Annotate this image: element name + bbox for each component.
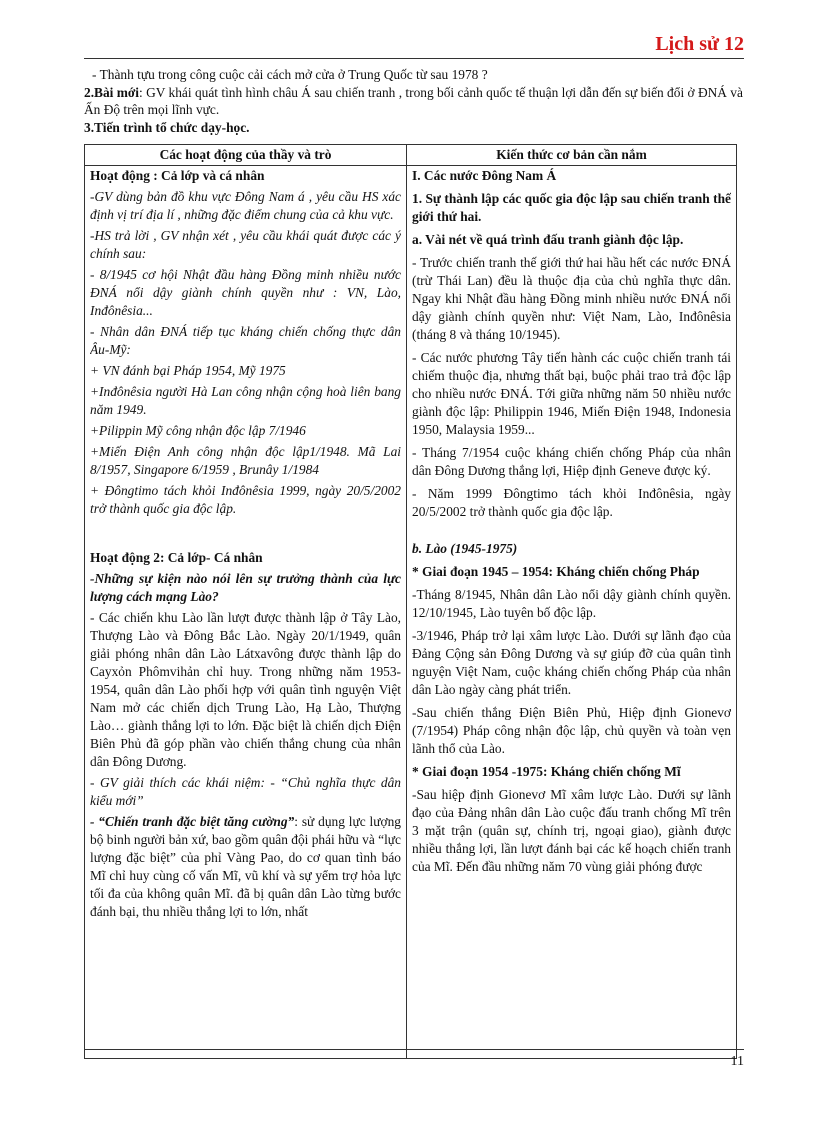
section-b-title: b. Lào (1945-1975) [412, 541, 518, 556]
activity-1-p4: - Nhân dân ĐNÁ tiếp tục kháng chiến chống thực dân Âu-Mỹ: [90, 324, 401, 357]
footer-rule [84, 1049, 744, 1050]
header-rule [84, 58, 744, 59]
activity-1-p6: +Inđônêsia người Hà Lan công nhận cộng hoà liên bang năm 1949. [90, 384, 401, 417]
page-number: 11 [730, 1054, 744, 1069]
section-1a-title: a. Vài nét về quá trình đấu tranh giành độc lập. [412, 232, 684, 247]
spacer [412, 526, 731, 540]
knowledge-p6: -3/1946, Pháp trở lại xâm lược Lào. Dưới sự lãnh đạo của Đảng Cộng sản Đông Dương và sự giúp đỡ của quân tình nguyện Việt Nam, cuộc kháng chiến chống Pháp của nhân dân Lào ngày càng phát triển. [412, 628, 731, 697]
section-1-subtitle: 1. Sự thành lập các quốc gia độc lập sau chiến tranh thế giới thứ hai. [412, 191, 731, 224]
header-activities: Các hoạt động của thầy và trò [85, 145, 407, 166]
activity-2-title: Hoạt động 2: Cả lớp- Cá nhân [90, 550, 263, 565]
knowledge-p7: -Sau chiến thắng Điện Biên Phủ, Hiệp định Gionevơ (7/1954) Pháp công nhận độc lập, chủ quyền và toàn vẹn lãnh thổ của Lào. [412, 705, 731, 756]
intro-line-2 [84, 84, 744, 119]
phase-2-title: * Giai đoạn 1954 -1975: Kháng chiến chống Mĩ [412, 764, 681, 779]
activity-1-p7: +Pilippin Mỹ công nhận độc lập 7/1946 [90, 423, 306, 438]
intro-line-3: 3.Tiến trình tổ chức dạy-học. [84, 119, 250, 135]
knowledge-cell [407, 166, 737, 1059]
activity-1-p5: + VN đánh bại Pháp 1954, Mỹ 1975 [90, 363, 286, 378]
intro-line-1: - Thành tựu trong công cuộc cải cách mở cửa ở Trung Quốc từ sau 1978 ? [92, 67, 488, 82]
intro-section [84, 66, 744, 136]
intro-line-2-text: : GV khái quát tình hình châu Á sau chiến tranh , trong bối cảnh quốc tế thuận lợi dẫn đến sự biến đổi ở ĐNÁ và Ấn Độ trên mọi lĩnh vực. [84, 84, 743, 117]
activity-2-p3-text: : sử dụng lực lượng bộ binh người bản xứ, bao gồm quân đội phái hữu và “lực lượng đặc biệt” của phỉ Vàng Pao, do cơ quan tình báo Mĩ chỉ huy cùng cố vấn Mĩ, vũ khí và sự yểm trợ hỏa lực tối đa của không quân Mĩ. đã bị quân dân Lào từng bước đánh bại, thu nhiều thắng lợi to lớn, nhất [90, 814, 401, 919]
activity-1-p2: -HS trả lời , GV nhận xét , yêu cầu khái quát được các ý chính sau: [90, 228, 401, 261]
activity-1-title: Hoạt động : Cả lớp và cá nhân [90, 168, 265, 183]
table-content-row [85, 166, 737, 1059]
knowledge-p2: - Các nước phương Tây tiến hành các cuộc chiến tranh tái chiếm thuộc địa, nhưng thất bại, buộc phải trao trả độc lập cho nhiều nước ĐNÁ. Tới giữa những năm 50 nhiều nước giành độc lập: Philippin 1946, Miến Điện 1948, Indonesia 1950, Malaysia 1959... [412, 350, 731, 437]
knowledge-p3: - Tháng 7/1954 cuộc kháng chiến chống Pháp của nhân dân Đông Dương thắng lợi, Hiệp định Geneve được ký. [412, 445, 731, 478]
section-1-title: I. Các nước Đông Nam Á [412, 168, 557, 183]
activity-2-p3 [90, 813, 401, 921]
knowledge-p5: -Tháng 8/1945, Nhân dân Lào nổi dậy giành chính quyền. 12/10/1945, Lào tuyên bố độc lập. [412, 587, 731, 620]
activity-1-p9: + Đôngtimo tách khỏi Inđônêsia 1999, ngày 20/5/2002 trở thành quốc gia độc lập. [90, 483, 401, 516]
table-header-row [85, 145, 737, 166]
knowledge-p4: - Năm 1999 Đôngtimo tách khỏi Inđônêsia, ngày 20/5/2002 trở thành quốc gia độc lập. [412, 486, 731, 519]
activity-2-p3-term: - “Chiến tranh đặc biệt tăng cường” [90, 814, 295, 829]
lesson-table [84, 144, 737, 1059]
spacer [90, 521, 401, 549]
activity-1-p8: +Miến Điện Anh công nhận độc lập1/1948. Mã Lai 8/1957, Singapore 6/1959 , Brunây 1/1984 [90, 444, 401, 477]
knowledge-p8: -Sau hiệp định Gionevơ Mĩ xâm lược Lào. Dưới sự lãnh đạo của Đảng nhân dân Lào cuộc đấu tranh chống Mĩ trên 3 mặt trận (quân sự, chính trị, ngoại giao), giành được nhiều thắng lợi, lần lượt đánh bại các kế hoạch chiến tranh của Mĩ. Đến đầu những năm 70 vùng giải phóng được [412, 787, 731, 874]
activity-2-p2: - GV giải thích các khái niệm: - “Chủ nghĩa thực dân kiểu mới” [90, 775, 401, 808]
activities-cell [85, 166, 407, 1059]
activity-1-p3: - 8/1945 cơ hội Nhật đầu hàng Đồng minh nhiều nước ĐNÁ nổi dậy giành chính quyền như : VN, Lào, Inđônêsia... [90, 267, 401, 318]
page-header-title: Lịch sử 12 [655, 33, 744, 55]
activity-1-p1: -GV dùng bản đồ khu vực Đông Nam á , yêu cầu HS xác định vị trí địa lí , những đặc điểm chung của cả khu vực. [90, 189, 401, 222]
intro-line-2-label: 2.Bài mới [84, 84, 140, 100]
activity-2-question: -Những sự kiện nào nói lên sự trưởng thành của lực lượng cách mạng Lào? [90, 571, 401, 604]
activity-2-p1: - Các chiến khu Lào lần lượt được thành lập ở Tây Lào, Thượng Lào và Đông Bắc Lào. Ngày 20/1/1949, quân giải phóng nhân dân Lào Látxavông được thành lập do Cayxỏn Phômvihản chỉ huy. Trong những năm 1953-1954, quân dân Lào phối hợp với quân tình nguyện Việt Nam mở các chiến dịch Trung Lào, Hạ Lào, Thượng Lào… giành thắng lợi to lớn. Đặc biệt là chiến dịch Điện Biên Phủ đã góp phần vào chiến thắng chung của nhân dân Đông Dương. [90, 610, 401, 769]
header-knowledge: Kiến thức cơ bản cần nắm [407, 145, 737, 166]
knowledge-p1: - Trước chiến tranh thế giới thứ hai hầu hết các nước ĐNÁ (trừ Thái Lan) đều là thuộc địa của chủ nghĩa thực dân. Ngay khi Nhật đầu hàng Đồng minh nhiều nước ĐNÁ nổi dậy giành chính quyền như: Việt Nam, Lào, Inđônêsia (tháng 8 và tháng 10/1945). [412, 255, 731, 342]
phase-1-title: * Giai đoạn 1945 – 1954: Kháng chiến chống Pháp [412, 564, 700, 579]
